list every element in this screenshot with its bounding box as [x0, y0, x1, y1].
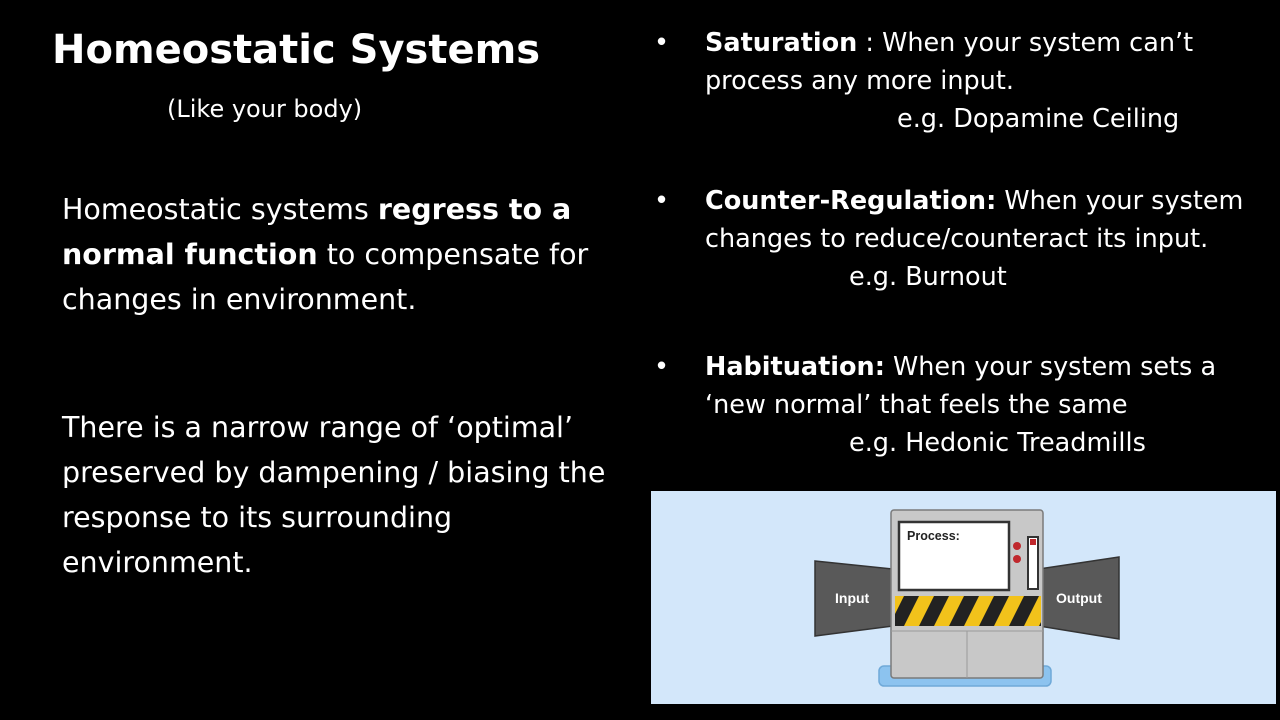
input-label: Input: [835, 590, 870, 606]
process-machine-illustration: [651, 491, 1276, 704]
indicator-light: [1013, 542, 1021, 550]
bullet-description: When your system changes to reduce/counteract its input.: [705, 186, 1244, 254]
definition-paragraph: [62, 187, 607, 322]
gauge-level: [1030, 539, 1036, 545]
bullet-term: Saturation: [705, 28, 858, 58]
optimal-range-paragraph: There is a narrow range of ‘optimal’ preserved by dampening / biasing the response to its surrounding environment.: [62, 411, 606, 579]
bullet-term: Habituation:: [705, 352, 885, 382]
bullet-example: e.g. Dopamine Ceiling: [897, 104, 1180, 134]
definition-emphasis: regress to a normal function: [62, 193, 572, 271]
bullet-text: [705, 348, 1275, 462]
definition-text-start: Homeostatic systems: [62, 193, 378, 226]
bullet-example: e.g. Hedonic Treadmills: [849, 428, 1146, 458]
process-label: Process:: [907, 529, 960, 543]
bullet-counter-regulation: [650, 182, 1275, 296]
indicator-light: [1013, 555, 1021, 563]
bullet-text: [705, 24, 1275, 138]
bullet-example: e.g. Burnout: [849, 262, 1007, 292]
bullet-marker: •: [654, 352, 670, 382]
machine-svg: [651, 491, 1276, 704]
definition-text-end: to compensate for changes in environment.: [62, 238, 589, 316]
slide-title: Homeostatic Systems: [52, 27, 541, 73]
bullet-habituation: [650, 348, 1275, 462]
bullet-text: [705, 182, 1275, 296]
bullet-marker: •: [654, 186, 670, 216]
bullet-saturation: [650, 24, 1275, 138]
bullet-term: Counter-Regulation:: [705, 186, 997, 216]
slide-subtitle: (Like your body): [167, 95, 363, 123]
bullet-description: : When your system can’t process any more input.: [705, 28, 1194, 96]
bullet-marker: •: [654, 28, 670, 58]
output-label: Output: [1056, 590, 1102, 606]
bullet-description: When your system sets a ‘new normal’ that feels the same: [705, 352, 1217, 420]
